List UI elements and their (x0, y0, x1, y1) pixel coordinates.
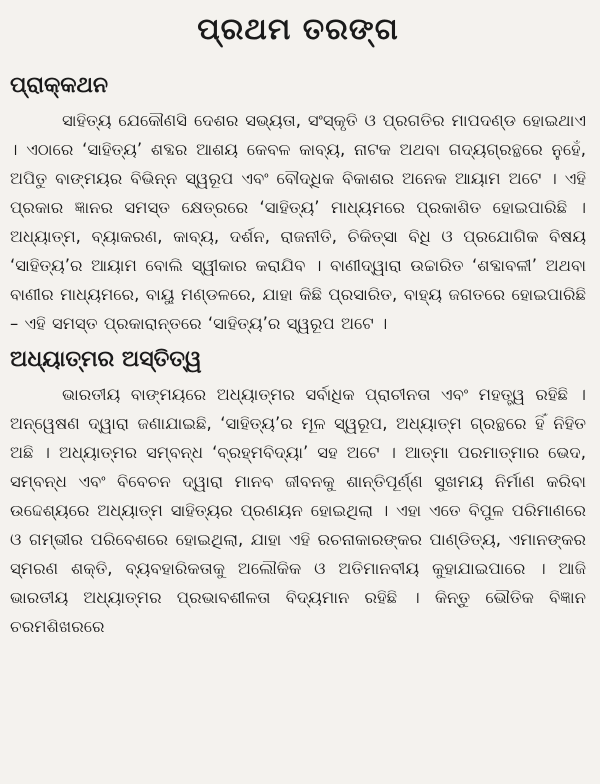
section-paragraph-adhyatma: ଭାରତୀୟ ବାଙ୍ମୟରେ ଅଧ୍ୟାତ୍ମର ସର୍ବାଧିକ ପ୍ରାଚୀନତା ଏବଂ ମହତ୍ତ୍ୱ ରହିଛି । ଅନ୍ୱେଷଣ ଦ୍ୱାରା ଜଣାଯାଇଛି, ‘ସାହିତ୍ୟ’ର ମୂଳ ସ୍ୱରୂପ, ଅଧ୍ୟାତ୍ମ ଗ୍ରନ୍ଥରେ ହିଁ ନିହିତ ଅଛି । ଅଧ୍ୟାତ୍ମର ସମ୍ବନ୍ଧ ‘ବ୍ରହ୍ମବିଦ୍ୟା’ ସହ ଅଟେ । ଆତ୍ମା ପରମାତ୍ମାର ଭେଦ, ସମ୍ବନ୍ଧ ଏବଂ ବିବେଚନ ଦ୍ୱାରା ମାନବ ଜୀବନକୁ ଶାନ୍ତିପୂର୍ଣ୍ଣ ସୁଖମୟ ନିର୍ମାଣ କରିବା ଉଦ୍ଦେଶ୍ୟରେ ଅଧ୍ୟାତ୍ମ ସାହିତ୍ୟର ପ୍ରଣୟନ ହୋଇଥିଲା । ଏହା ଏତେ ବିପୁଳ ପରିମାଣରେ ଓ ଗମ୍ଭୀର ପରିବେଶରେ ହୋଇଥିଲା, ଯାହା ଏହି ରଚନାକାରଙ୍କର ପାଣ୍ଡିତ୍ୟ, ଏମାନଙ୍କର ସ୍ମରଣ ଶକ୍ତି, ବ୍ୟବହାରିକତାକୁ ଅଲୌକିକ ଓ ଅତିମାନବୀୟ କୁହାଯାଇପାରେ । ଆଜି ଭାରତୀୟ ଅଧ୍ୟାତ୍ମର ପ୍ରଭାବଶୀଳତା ବିଦ୍ୟମାନ ରହିଛି । କିନ୍ତୁ ଭୌତିକ ବିଜ୍ଞାନ ଚରମଶିଖରରେ (10, 385, 586, 636)
section-paragraph-prakkathan: ସାହିତ୍ୟ ଯେକୌଣସି ଦେଶର ସଭ୍ୟତା, ସଂସ୍କୃତି ଓ ପ୍ରଗତିର ମାପଦଣ୍ଡ ହୋଇଥାଏ । ଏଠାରେ ‘ସାହିତ୍ୟ’ ଶବ୍ଦର ଆଶୟ କେବଳ କାବ୍ୟ, ନାଟକ ଅଥବା ଗଦ୍ୟଗ୍ରନ୍ଥରେ ନୁହେଁ, ଅପିତୁ ବାଙ୍ମୟର ବିଭିନ୍ନ ସ୍ୱରୂପ ଏବଂ ବୌଦ୍ଧିକ ବିକାଶର ଅନେକ ଆୟାମ ଅଟେ । ଏହି ପ୍ରକାର ଜ୍ଞାନର ସମସ୍ତ କ୍ଷେତ୍ରରେ ‘ସାହିତ୍ୟ’ ମାଧ୍ୟମରେ ପ୍ରକାଶିତ ହୋଇପାରିଛି । ଅଧ୍ୟାତ୍ମ, ବ୍ୟାକରଣ, କାବ୍ୟ, ଦର୍ଶନ, ରାଜନୀତି, ଚିକିତ୍ସା ବିଧି ଓ ପ୍ରଯୋଗିକ ବିଷୟ ‘ସାହିତ୍ୟ’ର ଆୟାମ ବୋଲି ସ୍ୱୀକାର କରାଯିବ । ବାଣୀଦ୍ୱାରା ଉଚ୍ଚାରିତ ‘ଶବ୍ଦାବଳୀ’ ଅଥବା ବାଣୀର ମାଧ୍ୟମରେ, ବାୟୁ ମଣ୍ଡଳରେ, ଯାହା କିଛି ପ୍ରସାରିତ, ବାହ୍ୟ ଜଗତରେ ହୋଇପାରିଛି – ଏହି ସମସ୍ତ ପ୍ରକାରାନ୍ତରେ ‘ସାହିତ୍ୟ’ର ସ୍ୱରୂପ ଅଟେ । (10, 111, 586, 333)
section-heading-adhyatma: ଅଧ୍ୟାତ୍ମର ଅସ୍ତିତ୍ୱ (10, 347, 202, 372)
section-heading-prakkathan: ପ୍ରାକ୍‌କଥନ (10, 73, 109, 98)
chapter-title: ପ୍ରଥମ ତରଙ୍ଗ (197, 12, 399, 47)
